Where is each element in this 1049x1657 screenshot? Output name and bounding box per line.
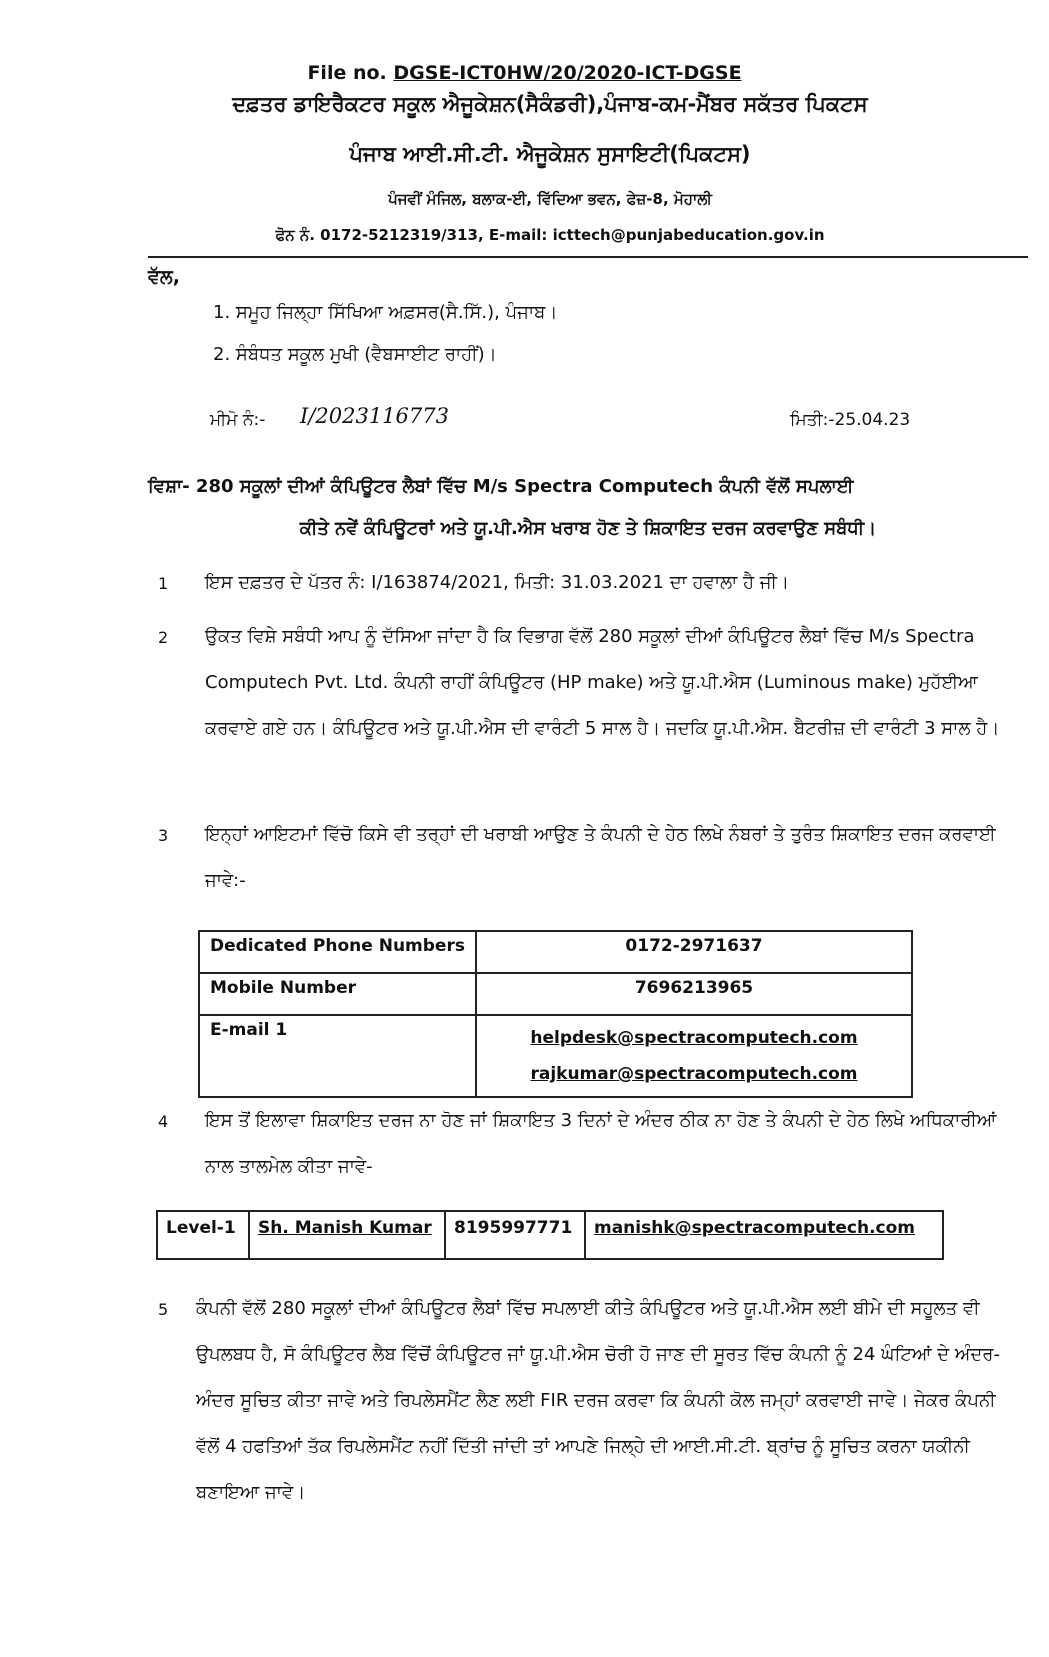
to-label: ਵੱਲ, [148, 266, 180, 288]
paragraph-5: ਕੰਪਨੀ ਵੱਲੋਂ 280 ਸਕੂਲਾਂ ਦੀਆਂ ਕੰਪਿਊਟਰ ਲੈਬਾਂ ਵਿੱਚ ਸਪਲਾਈ ਕੀਤੇ ਕੰਪਿਊਟਰ ਅਤੇ ਯੂ.ਪੀ.ਐਸ ਲਈ ਬੀਮੇ ਦੀ ਸਹੂਲਤ ਵੀ ਉਪਲਬਧ ਹੈ, ਸੋ ਕੰਪਿਊਟਰ ਲੈਬ ਵਿੱਚੋਂ ਕੰਪਿਊਟਰ ਜਾਂ ਯੂ.ਪੀ.ਐਸ ਚੋਰੀ ਹੋ ਜਾਣ ਦੀ ਸੂਰਤ ਵਿੱਚ ਕੰਪਨੀ ਨੂੰ 24 ਘੰਟਿਆਂ ਦੇ ਅੰਦਰ-ਅੰਦਰ ਸੂਚਿਤ ਕੀਤਾ ਜਾਵੇ ਅਤੇ ਰਿਪਲੇਸਮੈਂਟ ਲੈਣ ਲਈ FIR ਦਰਜ ਕਰਵਾ ਕਿ ਕੰਪਨੀ ਕੋਲ ਜਮ੍ਹਾਂ ਕਰਵਾਈ ਜਾਵੇ। ਜੇਕਰ ਕੰਪਨੀ ਵੱਲੋਂ 4 ਹਫਤਿਆਂ ਤੱਕ ਰਿਪਲੇਸਮੈਂਟ ਨਹੀਂ ਦਿੱਤੀ ਜਾਂਦੀ ਤਾਂ ਆਪਣੇ ਜਿਲ੍ਹੇ ਦੀ ਆਈ.ਸੀ.ਟੀ. ਬ੍ਰਾਂਚ ਨੂੰ ਸੂਚਿਤ ਕਰਨਾ ਯਕੀਨੀ ਬਣਾਇਆ ਜਾਵੇ। [196, 1298, 1000, 1503]
escalation-name: Sh. Manish Kumar [249, 1211, 445, 1259]
rajkumar-email-link[interactable]: rajkumar@spectracomputech.com [530, 1064, 858, 1084]
table-row [199, 931, 912, 973]
subject-line2: ਕੀਤੇ ਨਵੇਂ ਕੰਪਿਊਟਰਾਂ ਅਤੇ ਯੂ.ਪੀ.ਐਸ ਖਰਾਬ ਹੋਣ ਤੇ ਸ਼ਿਕਾਇਤ ਦਰਜ ਕਰਵਾਉਣ ਸਬੰਧੀ। [299, 518, 877, 539]
paragraph-3: ਇਨ੍ਹਾਂ ਆਇਟਮਾਂ ਵਿੱਚੋ ਕਿਸੇ ਵੀ ਤਰ੍ਹਾਂ ਦੀ ਖਰਾਬੀ ਆਉਣ ਤੇ ਕੰਪਨੀ ਦੇ ਹੇਠ ਲਿਖੇ ਨੰਬਰਾਂ ਤੇ ਤੁਰੰਤ ਸ਼ਿਕਾਇਤ ਦਰਜ ਕਰਵਾਈ ਜਾਵੇ:- [205, 824, 996, 891]
office-phone-email: ਫੋਨ ਨੰ. 0172-5212319/313, E-mail: icttech@punjabeducation.gov.in [275, 226, 825, 244]
memo-number: I/2023116773 [300, 404, 449, 428]
contact-emails [476, 1015, 912, 1097]
contact-label: Dedicated Phone Numbers [199, 931, 476, 973]
file-number-value: DGSE-ICT0HW/20/2020-ICT-DGSE [393, 62, 742, 84]
recipient-2: 2. ਸੰਬੰਧਤ ਸਕੂਲ ਮੁਖੀ (ਵੈਬਸਾਈਟ ਰਾਹੀਂ)। [213, 344, 497, 365]
escalation-email-link[interactable]: manishk@spectracomputech.com [585, 1211, 943, 1259]
escalation-table [156, 1210, 944, 1260]
office-title-line2: ਪੰਜਾਬ ਆਈ.ਸੀ.ਟੀ. ਐਜੂਕੇਸ਼ਨ ਸੁਸਾਇਟੀ(ਪਿਕਟਸ) [349, 142, 751, 166]
file-number-label: File no. [307, 62, 387, 84]
para-number: 5 [158, 1300, 169, 1319]
file-number [0, 62, 1049, 84]
table-row [199, 973, 912, 1015]
table-row [157, 1211, 943, 1259]
para-number: 2 [158, 628, 169, 647]
helpdesk-email-link[interactable]: helpdesk@spectracomputech.com [530, 1028, 858, 1048]
contact-table [198, 930, 913, 1098]
para-number: 4 [158, 1112, 169, 1131]
escalation-level: Level-1 [157, 1211, 249, 1259]
table-row [199, 1015, 912, 1097]
office-title-line1: ਦਫ਼ਤਰ ਡਾਇਰੈਕਟਰ ਸਕੂਲ ਐਜੂਕੇਸ਼ਨ(ਸੈਕੰਡਰੀ),ਪੰਜਾਬ-ਕਮ-ਮੈਂਬਰ ਸਕੱਤਰ ਪਿਕਟਸ [232, 92, 868, 116]
recipient-1: 1. ਸਮੂਹ ਜਿਲ੍ਹਾ ਸਿੱਖਿਆ ਅਫ਼ਸਰ(ਸੈ.ਸਿੱ.), ਪੰਜਾਬ। [213, 302, 558, 323]
contact-value: 0172-2971637 [476, 931, 912, 973]
subject-line1: ਵਿਸ਼ਾ- 280 ਸਕੂਲਾਂ ਦੀਆਂ ਕੰਪਿਊਟਰ ਲੈਬਾਂ ਵਿੱਚ M/s Spectra Computech ਕੰਪਨੀ ਵੱਲੋਂ ਸਪਲਾਈ [148, 476, 854, 497]
contact-label: E-mail 1 [199, 1015, 476, 1097]
escalation-phone: 8195997771 [445, 1211, 585, 1259]
header-divider [148, 256, 1028, 258]
memo-label: ਮੀਮੋ ਨੰ:- [210, 410, 266, 430]
paragraph-4: ਇਸ ਤੋਂ ਇਲਾਵਾ ਸ਼ਿਕਾਇਤ ਦਰਜ ਨਾ ਹੋਣ ਜਾਂ ਸ਼ਿਕਾਇਤ 3 ਦਿਨਾਂ ਦੇ ਅੰਦਰ ਠੀਕ ਨਾ ਹੋਣ ਤੇ ਕੰਪਨੀ ਦੇ ਹੇਠ ਲਿਖੇ ਅਧਿਕਾਰੀਆਂ ਨਾਲ ਤਾਲਮੇਲ ਕੀਤਾ ਜਾਵੇ- [205, 1110, 997, 1177]
subject [148, 466, 1028, 550]
memo-date: ਮਿਤੀ:-25.04.23 [790, 410, 911, 430]
paragraph-1: ਇਸ ਦਫ਼ਤਰ ਦੇ ਪੱਤਰ ਨੰ: I/163874/2021, ਮਿਤੀ: 31.03.2021 ਦਾ ਹਵਾਲਾ ਹੈ ਜੀ। [205, 572, 790, 593]
para-number: 3 [158, 826, 169, 845]
contact-label: Mobile Number [199, 973, 476, 1015]
para-number: 1 [158, 574, 169, 593]
contact-value: 7696213965 [476, 973, 912, 1015]
paragraph-2: ਉਕਤ ਵਿਸ਼ੇ ਸਬੰਧੀ ਆਪ ਨੂੰ ਦੱਸਿਆ ਜਾਂਦਾ ਹੈ ਕਿ ਵਿਭਾਗ ਵੱਲੋਂ 280 ਸਕੂਲਾਂ ਦੀਆਂ ਕੰਪਿਊਟਰ ਲੈਬਾਂ ਵਿੱਚ M/s Spectra Computech Pvt. Ltd. ਕੰਪਨੀ ਰਾਹੀਂ ਕੰਪਿਊਟਰ (HP make) ਅਤੇ ਯੂ.ਪੀ.ਐਸ (Luminous make) ਮੁਹੱਈਆ ਕਰਵਾਏ ਗਏ ਹਨ। ਕੰਪਿਊਟਰ ਅਤੇ ਯੂ.ਪੀ.ਐਸ ਦੀ ਵਾਰੰਟੀ 5 ਸਾਲ ਹੈ। ਜਦਕਿ ਯੂ.ਪੀ.ਐਸ. ਬੈਟਰੀਜ਼ ਦੀ ਵਾਰੰਟੀ 3 ਸਾਲ ਹੈ। [205, 626, 1000, 739]
office-address: ਪੰਜਵੀਂ ਮੰਜਿਲ, ਬਲਾਕ-ਈ, ਵਿੱਦਿਆ ਭਵਨ, ਫੇਜ਼-8, ਮੋਹਾਲੀ [388, 190, 712, 208]
